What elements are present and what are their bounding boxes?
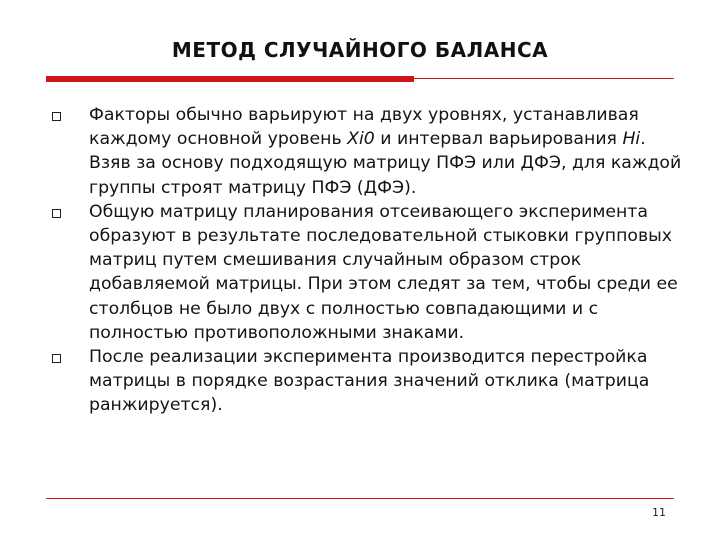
title-divider-line bbox=[414, 78, 674, 79]
bullet-text: Общую матрицу планирования отсеивающего эксперимента образуют в результате последовательной стыковки групповых матриц путем смешивания случайным образом строк добавляемой матрицы. При этом следят за тем, чтобы среди ее столбцов не было двух с полностью совпадающими и с полностью противоположными знаками. bbox=[89, 201, 678, 343]
bullet-text-part: и интервал варьирования bbox=[374, 129, 623, 150]
footer-divider-line bbox=[46, 498, 674, 499]
square-bullet-icon bbox=[52, 209, 61, 218]
list-item bbox=[46, 200, 686, 345]
bullet-text-part: Факторы обычно варьируют на двух уровнях, устанавливая каждому основной уровень bbox=[89, 105, 639, 150]
square-bullet-icon bbox=[52, 354, 61, 363]
title-accent-bar bbox=[46, 76, 414, 82]
slide-title: МЕТОД СЛУЧАЙНОГО БАЛАНСА bbox=[171, 38, 549, 62]
square-bullet-icon bbox=[52, 112, 61, 121]
bullet-text: После реализации эксперимента производится перестройка матрицы в порядке возрастания значений отклика (матрица ранжируется). bbox=[89, 347, 650, 416]
page-number: 11 bbox=[652, 506, 666, 519]
bullet-text bbox=[89, 103, 684, 200]
list-item bbox=[46, 103, 686, 200]
list-item bbox=[46, 345, 686, 418]
bullet-text-part: . Взяв за основу подходящую матрицу ПФЭ или ДФЭ, для каждой группы строят матрицу ПФЭ (ДФЭ). bbox=[89, 129, 682, 198]
variable-xi0: Xi0 bbox=[347, 129, 375, 150]
bullet-list bbox=[46, 103, 686, 418]
variable-hi: Hi bbox=[622, 129, 641, 150]
